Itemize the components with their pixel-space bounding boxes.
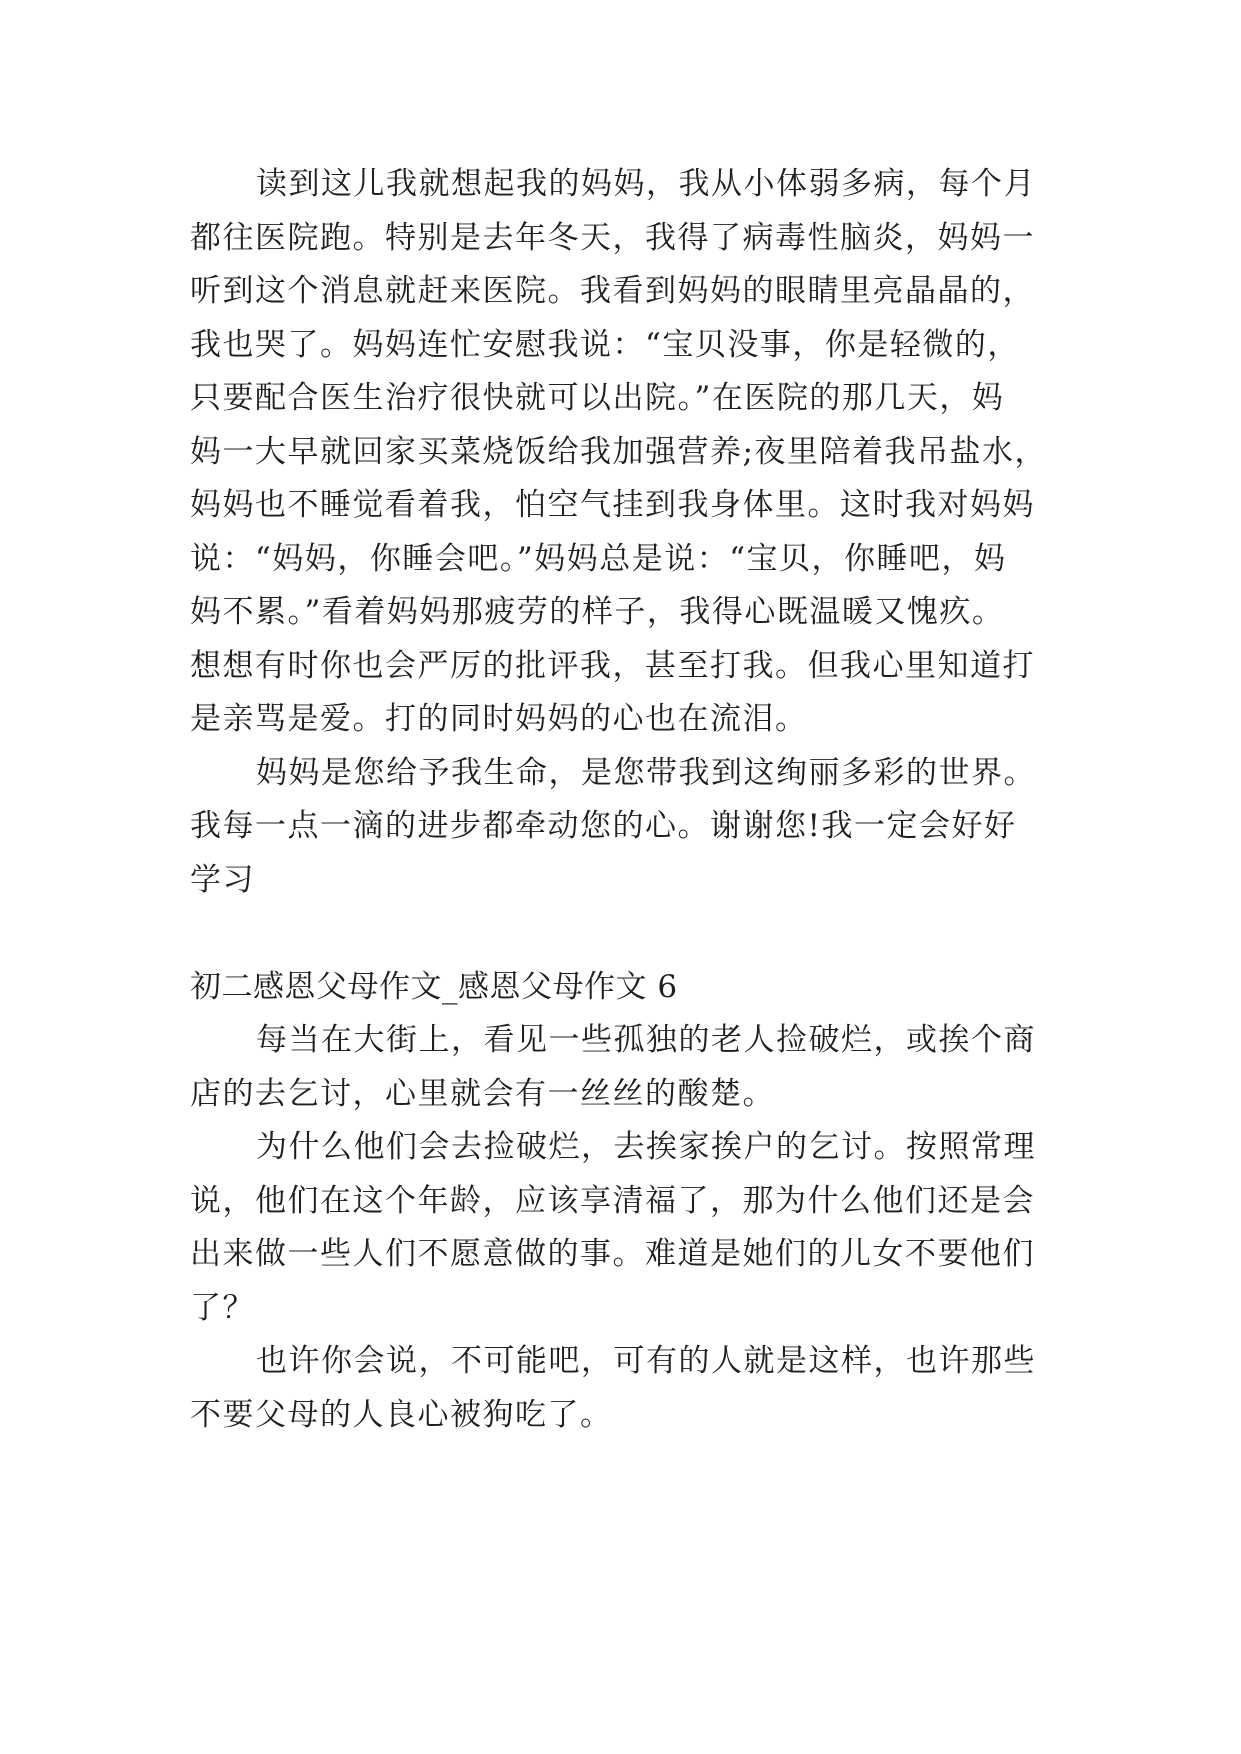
document-body <box>190 158 1060 1442</box>
paragraph <box>190 1014 1060 1121</box>
paragraph <box>190 1121 1060 1335</box>
text-line: 为什么他们会去捡破烂，去挨家挨户的乞讨。按照常理 <box>256 1129 1036 1165</box>
text-line: 店的去乞讨，心里就会有一丝丝的酸楚。 <box>190 1075 775 1112</box>
text-line: 听到这个消息就赶来医院。我看到妈妈的眼睛里亮晶晶的， <box>190 273 1035 309</box>
text-line: 是亲骂是爱。打的同时妈妈的心也在流泪。 <box>190 701 808 737</box>
text-line: 每当在大街上，看见一些孤独的老人捡破烂，或挨个商 <box>256 1022 1036 1058</box>
text-line: 也许你会说，不可能吧，可有的人就是这样，也许那些 <box>256 1343 1036 1379</box>
paragraph <box>190 158 1060 747</box>
text-line: 出来做一些人们不愿意做的事。难道是她们的儿女不要他们 <box>190 1236 1035 1272</box>
text-line: 妈不累。”看着妈妈那疲劳的样子，我得心既温暖又愧疚。 <box>190 594 1005 630</box>
text-line: 只要配合医生治疗很快就可以出院。”在医院的那几天，妈 <box>190 380 1005 416</box>
text-line: 我每一点一滴的进步都牵动您的心。谢谢您!我一定会好好 <box>190 808 1017 844</box>
paragraph <box>190 1335 1060 1442</box>
text-line: 妈一大早就回家买菜烧饭给我加强营养;夜里陪着我吊盐水， <box>190 433 1047 470</box>
text-line: 我也哭了。妈妈连忙安慰我说：“宝贝没事，你是轻微的， <box>190 326 1020 363</box>
text-line: 读到这儿我就想起我的妈妈，我从小体弱多病，每个月 <box>256 166 1036 202</box>
text-line: 了？ <box>190 1289 255 1326</box>
blank-line <box>190 907 1060 961</box>
text-line: 说：“妈妈，你睡会吧。”妈妈总是说：“宝贝，你睡吧，妈 <box>190 540 1007 577</box>
text-line: 学习 <box>190 861 255 898</box>
text-line: 说，他们在这个年龄，应该享清福了，那为什么他们还是会 <box>190 1182 1035 1219</box>
paragraph <box>190 747 1060 908</box>
text-line: 想想有时你也会严厉的批评我，甚至打我。但我心里知道打 <box>190 647 1035 684</box>
text-line: 妈妈也不睡觉看着我，怕空气挂到我身体里。这时我对妈妈 <box>190 487 1035 523</box>
text-line: 妈妈是您给予我生命，是您带我到这绚丽多彩的世界。 <box>256 754 1036 791</box>
section-heading: 初二感恩父母作文_感恩父母作文 6 <box>190 968 678 1005</box>
text-line: 不要父母的人良心被狗吃了。 <box>190 1396 613 1433</box>
text-line: 都往医院跑。特别是去年冬天，我得了病毒性脑炎，妈妈一 <box>190 219 1035 256</box>
